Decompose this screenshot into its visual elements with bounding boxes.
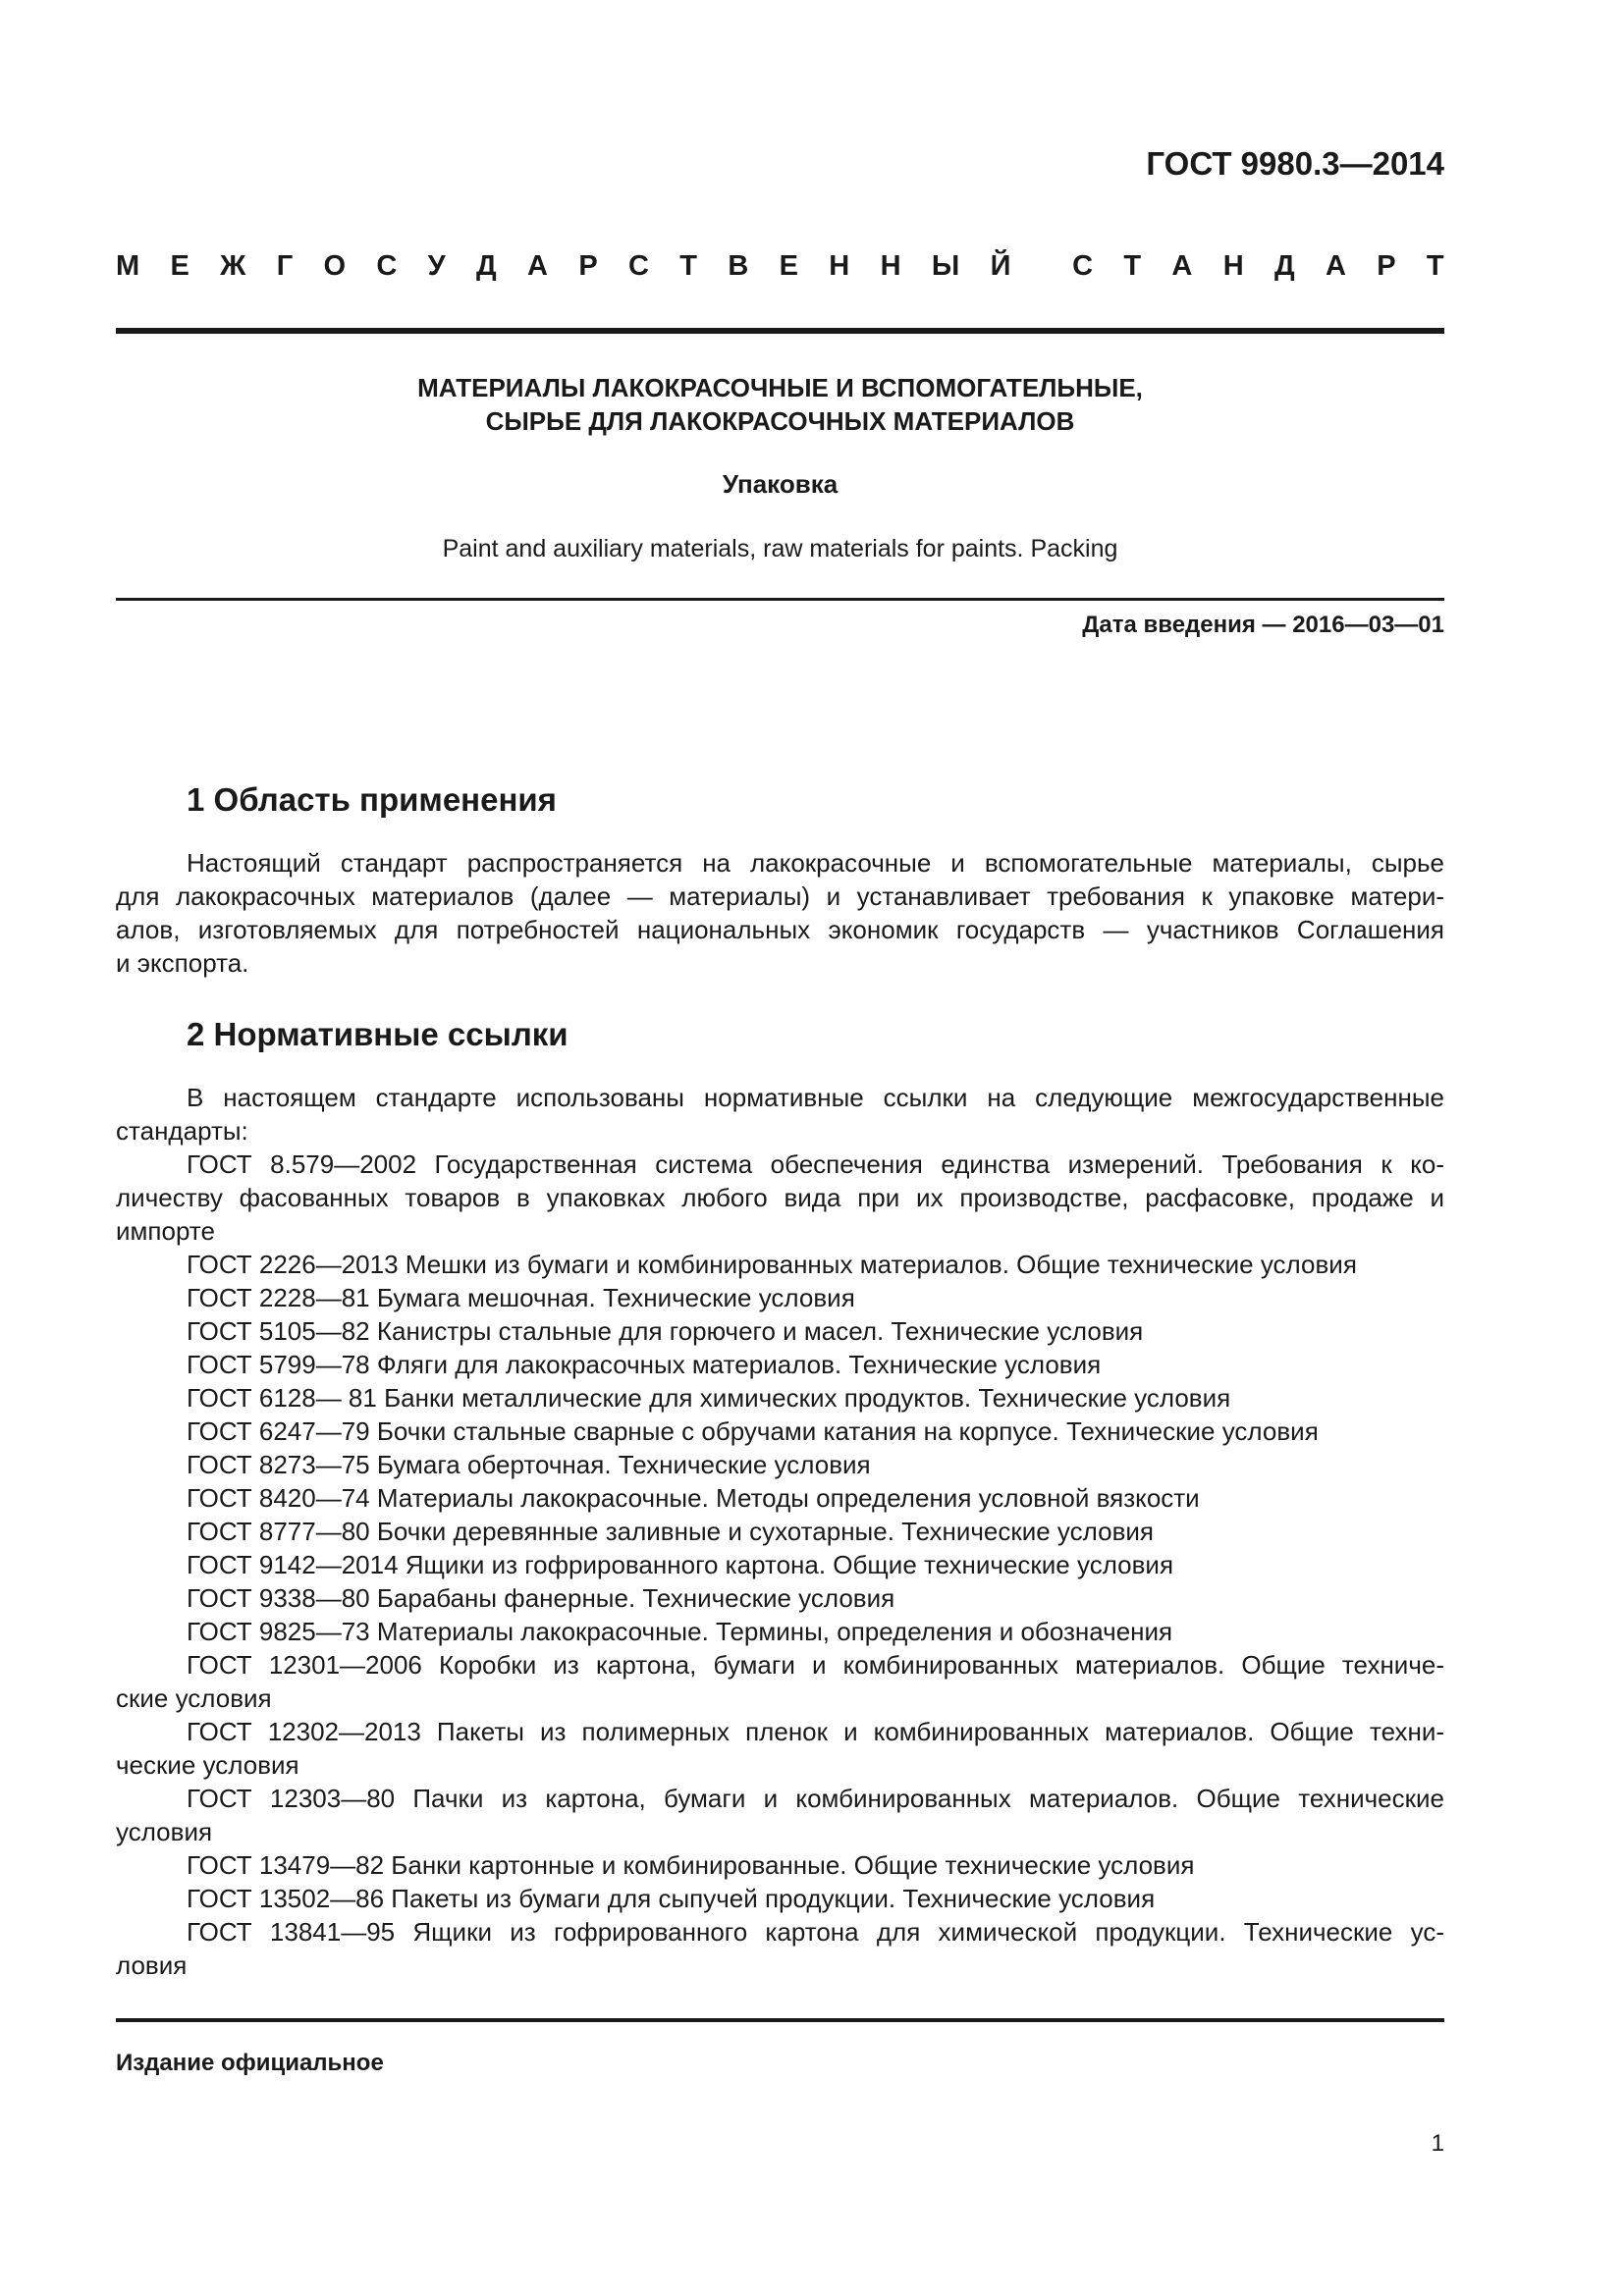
banner-letter: Т <box>1123 250 1142 282</box>
section-heading-scope: 1 Область применения <box>187 781 557 818</box>
title-line: СЫРЬЕ ДЛЯ ЛАКОКРАСОЧНЫХ МАТЕРИАЛОВ <box>485 406 1075 436</box>
header-divider <box>116 328 1444 334</box>
reference-line: ГОСТ 8420—74 Материалы лакокрасочные. Методы определения условной вязкости <box>187 1483 1200 1513</box>
reference-line: ГОСТ 9142—2014 Ящики из гофрированного картона. Общие технические условия <box>187 1550 1174 1579</box>
standard-subtitle: Упаковка <box>722 469 839 499</box>
banner-letter: У <box>427 250 446 282</box>
banner-letter: Г <box>276 250 294 282</box>
text-line: Настоящий стандарт распространяется на лакокрасочные и вспомогательные материалы, сырье <box>187 848 1444 878</box>
reference-line: ГОСТ 8.579—2002 Государственная система обеспечения единства измерений. Требования к ко- <box>187 1149 1444 1179</box>
reference-line: ГОСТ 5105—82 Канистры стальные для горючего и масел. Технические условия <box>187 1316 1144 1346</box>
banner-letter: А <box>1325 250 1346 282</box>
banner-letter: Н <box>880 250 901 282</box>
english-title: Paint and auxiliary materials, raw materials for paints. Packing <box>442 535 1118 562</box>
document-number: ГОСТ 9980.3—2014 <box>1146 145 1444 182</box>
banner-letter: Р <box>1377 250 1396 282</box>
reference-line: ГОСТ 6247—79 Бочки стальные сварные с обручами катания на корпусе. Технические условия <box>187 1416 1319 1446</box>
reference-line: личеству фасованных товаров в упаковках любого вида при их производстве, расфасовке, продаже и <box>116 1183 1444 1212</box>
banner-letter: Ы <box>931 250 960 282</box>
banner-letter: Е <box>779 250 798 282</box>
reference-line: ловия <box>116 1950 188 1980</box>
introduction-date: Дата введения — 2016—03—01 <box>1082 612 1444 638</box>
reference-line: ГОСТ 6128— 81 Банки металлические для химических продуктов. Технические условия <box>187 1383 1231 1413</box>
reference-line: импорте <box>116 1216 215 1246</box>
reference-line: ГОСТ 12303—80 Пачки из картона, бумаги и комбинированных материалов. Общие технические <box>187 1784 1444 1813</box>
reference-line: ГОСТ 8273—75 Бумага оберточная. Технические условия <box>187 1450 871 1479</box>
reference-line: ГОСТ 12301—2006 Коробки из картона, бумаги и комбинированных материалов. Общие техниче- <box>187 1650 1444 1680</box>
banner-letter: Т <box>1426 250 1444 282</box>
banner-letter: Ж <box>220 250 246 282</box>
text-line: алов, изготовляемых для потребностей национальных экономик государств — участников Соглашения <box>116 915 1444 944</box>
banner-letter: Н <box>829 250 850 282</box>
banner-letter: Н <box>1222 250 1244 282</box>
reference-line: ГОСТ 13479—82 Банки картонные и комбинированные. Общие технические условия <box>187 1850 1195 1880</box>
section-heading-normative-references: 2 Нормативные ссылки <box>187 1016 568 1052</box>
banner-letter: О <box>323 250 347 282</box>
section-references-body <box>116 1081 1444 1982</box>
text-line: для лакокрасочных материалов (далее — материалы) и устанавливает требования к упаковке матери- <box>116 881 1444 911</box>
reference-line: ГОСТ 2226—2013 Мешки из бумаги и комбинированных материалов. Общие технические условия <box>187 1250 1357 1279</box>
banner-letter: Е <box>170 250 189 282</box>
reference-line: ГОСТ 9825—73 Материалы лакокрасочные. Термины, определения и обозначения <box>187 1617 1173 1646</box>
text-line: и экспорта. <box>116 948 249 978</box>
official-edition-label: Издание официальное <box>116 2050 384 2076</box>
reference-line: ГОСТ 5799—78 Фляги для лакокрасочных материалов. Технические условия <box>187 1350 1102 1379</box>
banner-letter: А <box>1171 250 1193 282</box>
section-scope-body <box>116 846 1444 980</box>
reference-line: условия <box>116 1817 213 1846</box>
text-line: стандарты: <box>116 1116 248 1146</box>
reference-line: ГОСТ 13841—95 Ящики из гофрированного картона для химической продукции. Технические ус- <box>187 1917 1444 1947</box>
interstate-standard-banner <box>116 250 1444 283</box>
banner-letter: Т <box>679 250 697 282</box>
banner-letter: Д <box>476 250 497 282</box>
reference-line: ГОСТ 8777—80 Бочки деревянные заливные и сухотарные. Технические условия <box>187 1517 1154 1546</box>
banner-letter: Й <box>990 250 1011 282</box>
banner-letter: С <box>376 250 398 282</box>
title-line: МАТЕРИАЛЫ ЛАКОКРАСОЧНЫЕ И ВСПОМОГАТЕЛЬНЫЕ, <box>417 373 1143 402</box>
banner-letter: М <box>116 250 140 282</box>
reference-line: ГОСТ 12302—2013 Пакеты из полимерных пленок и комбинированных материалов. Общие техни- <box>187 1717 1444 1746</box>
reference-line: ские условия <box>116 1683 272 1713</box>
text-line: В настоящем стандарте использованы нормативные ссылки на следующие межгосударственные <box>187 1083 1444 1112</box>
reference-line: ческие условия <box>116 1750 299 1780</box>
reference-line: ГОСТ 13502—86 Пакеты из бумаги для сыпучей продукции. Технические условия <box>187 1884 1156 1913</box>
banner-letter: В <box>728 250 749 282</box>
page-number: 1 <box>1431 2130 1444 2157</box>
title-divider <box>116 598 1444 601</box>
reference-line: ГОСТ 9338—80 Барабаны фанерные. Технические условия <box>187 1583 895 1613</box>
banner-letter: С <box>628 250 649 282</box>
banner-letter: Д <box>1273 250 1295 282</box>
banner-letter: Р <box>578 250 598 282</box>
banner-letter: А <box>527 250 548 282</box>
reference-line: ГОСТ 2228—81 Бумага мешочная. Технические условия <box>187 1283 855 1312</box>
standard-title <box>116 371 1444 438</box>
footer-divider <box>116 2018 1444 2022</box>
banner-letter: С <box>1072 250 1094 282</box>
